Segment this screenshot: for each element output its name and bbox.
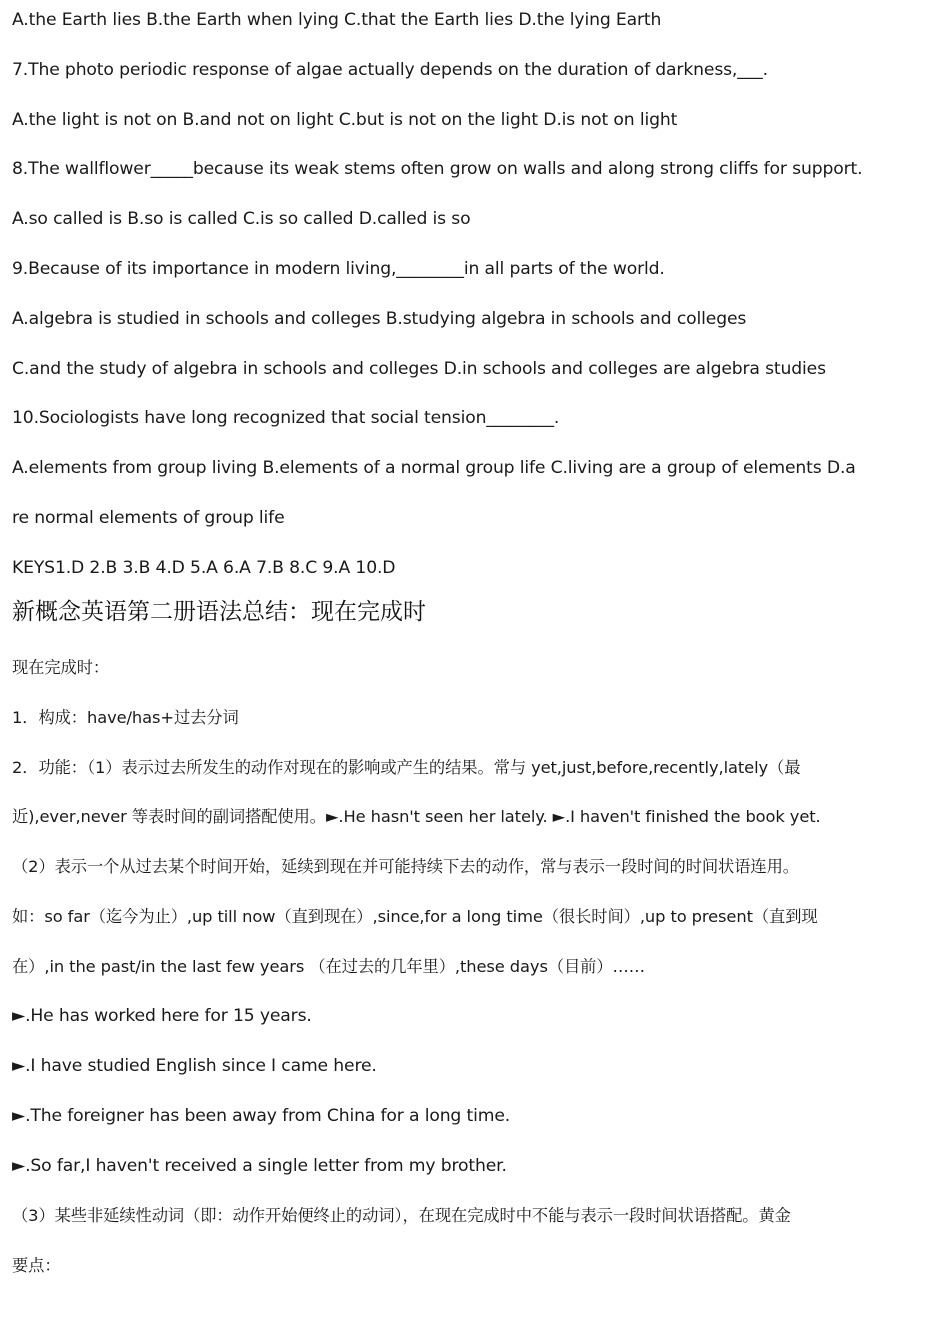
example-sentence-2: ►.I have studied English since I came here. <box>12 1056 377 1076</box>
section-title: 新概念英语第二册语法总结：现在完成时 <box>12 599 426 625</box>
grammar-heading: 现在完成时： <box>12 658 110 677</box>
option-line-q10-a: A.elements from group living B.elements of a normal group life C.living are a group of elements D.a <box>12 458 856 478</box>
question-8: 8.The wallflower_____because its weak stems often grow on walls and along strong cliffs for support. <box>12 159 863 179</box>
answer-keys: KEYS1.D 2.B 3.B 4.D 5.A 6.A 7.B 8.C 9.A 10.D <box>12 558 396 578</box>
question-7: 7.The photo periodic response of algae actually depends on the duration of darkness,___. <box>12 60 768 80</box>
grammar-function-2-examples-cont: 在）,in the past/in the last few years （在过去的几年里）,these days（目前）…… <box>12 957 645 976</box>
example-sentence-3: ►.The foreigner has been away from China for a long time. <box>12 1106 511 1126</box>
grammar-function-2-examples: 如：so far（迄今为止）,up till now（直到现在）,since,for a long time（很长时间）,up to present（直到现 <box>12 907 818 926</box>
grammar-function-2: （2）表示一个从过去某个时间开始，延续到现在并可能持续下去的动作，常与表示一段时间的时间状语连用。 <box>12 857 799 876</box>
grammar-function-1: 2．功能：（1）表示过去所发生的动作对现在的影响或产生的结果。常与 yet,just,before,recently,lately（最 <box>12 758 801 777</box>
option-line-q7: A.the light is not on B.and not on light C.but is not on the light D.is not on light <box>12 110 678 130</box>
option-line-q9-a: A.algebra is studied in schools and colleges B.studying algebra in schools and colleges <box>12 309 747 329</box>
grammar-structure: 1．构成：have/has+过去分词 <box>12 708 239 727</box>
grammar-key-points: 要点： <box>12 1256 61 1275</box>
grammar-function-3: （3）某些非延续性动词（即：动作开始便终止的动词），在现在完成时中不能与表示一段时间状语搭配。黄金 <box>12 1206 791 1225</box>
option-line-q8: A.so called is B.so is called C.is so called D.called is so <box>12 209 471 229</box>
example-sentence-1: ►.He has worked here for 15 years. <box>12 1006 312 1026</box>
option-line-q6: A.the Earth lies B.the Earth when lying C.that the Earth lies D.the lying Earth <box>12 10 662 30</box>
example-sentence-4: ►.So far,I haven't received a single letter from my brother. <box>12 1156 507 1176</box>
question-10: 10.Sociologists have long recognized that social tension________. <box>12 408 560 428</box>
option-line-q9-b: C.and the study of algebra in schools and colleges D.in schools and colleges are algebra studies <box>12 359 826 379</box>
question-9: 9.Because of its importance in modern living,________in all parts of the world. <box>12 259 665 279</box>
grammar-function-1-cont: 近),ever,never 等表时间的副词搭配使用。►.He hasn't seen her lately. ►.I haven't finished the book yet. <box>12 807 821 826</box>
option-line-q10-b: re normal elements of group life <box>12 508 285 528</box>
